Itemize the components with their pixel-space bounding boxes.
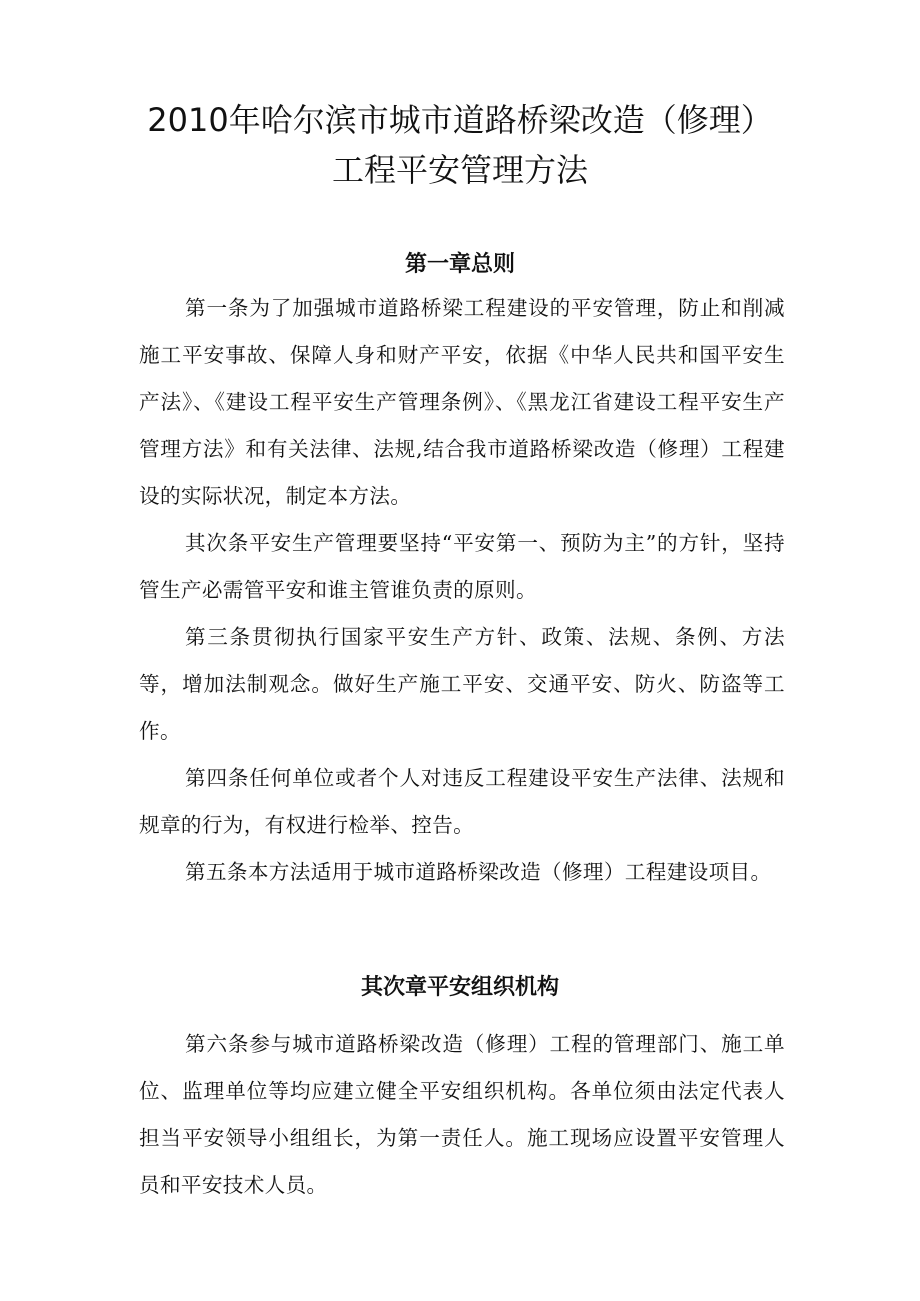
article-1-paragraph: 第一条为了加强城市道路桥梁工程建设的平安管理，防止和削减施工平安事故、保障人身和财产平安，依据《中华人民共和国平安生产法》、《建设工程平安生产管理条例》、《黑龙江省建设工程平安生产管理方法》和有关法律、法规,结合我市道路桥梁改造（修理）工程建设的实际状况，制定本方法。 [139,296,785,508]
article-3-paragraph: 第三条贯彻执行国家平安生产方针、政策、法规、条例、方法等，增加法制观念。做好生产施工平安、交通平安、防火、防盗等工作。 [139,625,785,743]
chapter-1-heading: 第一章总则 [404,252,515,277]
chapter-2-heading: 其次章平安组织机构 [360,975,559,1000]
article-4-paragraph: 第四条任何单位或者个人对违反工程建设平安生产法律、法规和规章的行为，有权进行检举、控告。 [139,766,785,837]
article-5-paragraph: 第五条本方法适用于城市道路桥梁改造（修理）工程建设项目。 [185,860,772,884]
article-2-paragraph: 其次条平安生产管理要坚持“平安第一、预防为主”的方针，坚持管生产必需管平安和谁主管谁负责的原则。 [139,531,785,602]
document-title-line-1: 2010年哈尔滨市城市道路桥梁改造（修理） [147,101,773,139]
document-title-line-2: 工程平安管理方法 [331,151,588,189]
article-6-paragraph: 第六条参与城市道路桥梁改造（修理）工程的管理部门、施工单位、监理单位等均应建立健全平安组织机构。各单位须由法定代表人担当平安领导小组组长，为第一责任人。施工现场应设置平安管理人员和平安技术人员。 [139,1032,785,1197]
